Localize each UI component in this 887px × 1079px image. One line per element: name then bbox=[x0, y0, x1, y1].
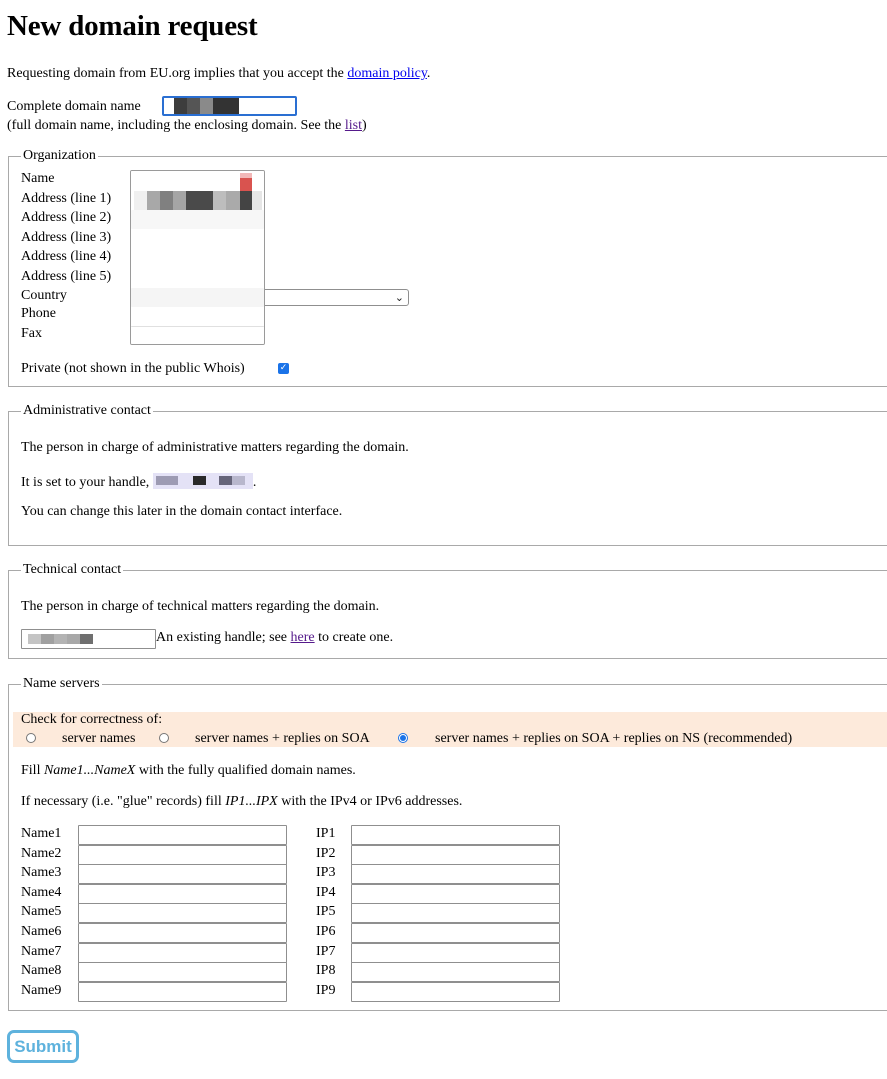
name-label: Name6 bbox=[21, 924, 62, 939]
name-label: Name2 bbox=[21, 845, 62, 861]
option-replies-soa-ns: server names + replies on SOA + replies on NS (recommended) bbox=[435, 731, 793, 746]
org-label-address1: Address (line 1) bbox=[21, 191, 112, 206]
redacted-block bbox=[240, 191, 252, 210]
ip-label: IP4 bbox=[316, 884, 336, 900]
chevron-down-icon: ⌄ bbox=[394, 291, 404, 304]
tech-description: The person in charge of technical matters regarding the domain. bbox=[21, 599, 380, 614]
ip-input[interactable] bbox=[351, 943, 560, 963]
org-country-value[interactable] bbox=[131, 288, 264, 307]
admin-handle-prefix: It is set to your handle, bbox=[21, 475, 153, 490]
admin-handle-text bbox=[21, 473, 256, 491]
redacted-block bbox=[232, 476, 245, 485]
org-label-country: Country bbox=[21, 288, 67, 303]
name-label: Name3 bbox=[21, 865, 62, 881]
org-name-input[interactable] bbox=[131, 171, 264, 191]
redacted-block bbox=[41, 634, 54, 644]
ip-label: IP9 bbox=[316, 982, 336, 998]
redacted-block bbox=[219, 476, 232, 485]
ip-input[interactable] bbox=[351, 962, 560, 982]
domain-hint-prefix: (full domain name, including the enclosing domain. See the bbox=[7, 118, 345, 133]
name-label: Name9 bbox=[21, 982, 62, 998]
redacted-block bbox=[213, 98, 239, 114]
redacted-block bbox=[156, 476, 178, 485]
radio-server-names[interactable] bbox=[26, 733, 36, 743]
redacted-block bbox=[213, 191, 226, 210]
ip-input[interactable] bbox=[351, 825, 560, 845]
option-replies-soa: server names + replies on SOA bbox=[195, 731, 370, 746]
redacted-block bbox=[186, 191, 213, 210]
name-input[interactable] bbox=[78, 825, 287, 845]
name-input[interactable] bbox=[78, 864, 287, 884]
country-select[interactable] bbox=[262, 289, 409, 306]
name-input[interactable] bbox=[78, 884, 287, 904]
tech-note-prefix: An existing handle; see bbox=[156, 630, 291, 645]
org-address4-input[interactable] bbox=[131, 249, 264, 269]
admin-change-note: You can change this later in the domain contact interface. bbox=[21, 504, 343, 519]
name-input[interactable] bbox=[78, 903, 287, 923]
fill-em: Name1...NameX bbox=[43, 763, 136, 778]
fill-prefix: Fill bbox=[21, 763, 44, 778]
name-input[interactable] bbox=[78, 943, 287, 963]
intro-text bbox=[7, 66, 430, 82]
org-label-address4: Address (line 4) bbox=[21, 249, 112, 264]
name-label: Name5 bbox=[21, 904, 62, 920]
org-label-fax: Fax bbox=[21, 326, 42, 341]
org-address5-input[interactable] bbox=[131, 269, 264, 288]
redacted-block bbox=[173, 191, 186, 210]
admin-contact-legend: Administrative contact bbox=[23, 403, 151, 418]
redacted-block bbox=[200, 98, 213, 114]
domain-hint-suffix: ) bbox=[362, 118, 367, 133]
ip-label: IP2 bbox=[316, 845, 336, 861]
tech-note-suffix: to create one. bbox=[314, 630, 394, 645]
org-label-address2: Address (line 2) bbox=[21, 210, 112, 225]
ip-label: IP6 bbox=[316, 924, 336, 939]
name-input[interactable] bbox=[78, 962, 287, 982]
submit-button[interactable]: Submit bbox=[7, 1030, 79, 1063]
page-title: New domain request bbox=[7, 10, 258, 42]
ip-label: IP7 bbox=[316, 943, 336, 959]
tech-handle-note bbox=[156, 630, 393, 646]
ip-label: IP5 bbox=[316, 904, 336, 920]
fill-suffix: with the fully qualified domain names. bbox=[135, 763, 356, 778]
redacted-block bbox=[240, 178, 252, 191]
admin-handle-suffix: . bbox=[252, 475, 257, 490]
glue-suffix: with the IPv4 or IPv6 addresses. bbox=[277, 794, 463, 809]
admin-handle-value bbox=[153, 473, 253, 489]
name-input[interactable] bbox=[78, 982, 287, 1002]
domain-policy-link[interactable]: domain policy bbox=[347, 66, 427, 81]
redacted-block bbox=[80, 634, 93, 644]
admin-description: The person in charge of administrative matters regarding the domain. bbox=[21, 440, 409, 455]
ip-label: IP8 bbox=[316, 963, 336, 979]
option-server-names: server names bbox=[62, 731, 136, 746]
org-fax-input[interactable] bbox=[131, 326, 264, 344]
ip-input[interactable] bbox=[351, 923, 560, 943]
tech-contact-legend: Technical contact bbox=[23, 562, 122, 577]
org-label-address3: Address (line 3) bbox=[21, 230, 112, 245]
ip-label: IP3 bbox=[316, 865, 336, 881]
ip-label: IP1 bbox=[316, 826, 336, 841]
intro-suffix: . bbox=[426, 66, 431, 81]
radio-replies-soa-ns[interactable] bbox=[398, 733, 408, 743]
ip-input[interactable] bbox=[351, 845, 560, 865]
name-label: Name7 bbox=[21, 943, 62, 959]
org-label-phone: Phone bbox=[21, 306, 56, 321]
ip-input[interactable] bbox=[351, 884, 560, 904]
glue-note bbox=[21, 794, 462, 810]
name-label: Name8 bbox=[21, 963, 62, 979]
ip-input[interactable] bbox=[351, 982, 560, 1002]
org-address2-input[interactable] bbox=[131, 210, 264, 229]
tech-handle-input[interactable] bbox=[21, 629, 156, 649]
name-input[interactable] bbox=[78, 845, 287, 865]
domain-name-hint bbox=[7, 118, 367, 134]
org-label-address5: Address (line 5) bbox=[21, 269, 112, 284]
private-checkbox[interactable]: ✓ bbox=[279, 363, 288, 373]
check-label: Check for correctness of: bbox=[21, 712, 163, 727]
org-label-name: Name bbox=[21, 171, 55, 186]
organization-legend: Organization bbox=[23, 148, 96, 163]
org-phone-input[interactable] bbox=[131, 307, 264, 326]
redacted-block bbox=[147, 191, 160, 210]
org-address1-input[interactable] bbox=[131, 191, 264, 210]
redacted-block bbox=[174, 98, 187, 114]
redacted-block bbox=[226, 191, 240, 210]
ip-input[interactable] bbox=[351, 864, 560, 884]
redacted-block bbox=[252, 191, 262, 210]
redacted-block bbox=[67, 634, 80, 644]
redacted-block bbox=[187, 98, 200, 114]
ip-input[interactable] bbox=[351, 903, 560, 923]
fill-names-note bbox=[21, 763, 356, 779]
domain-name-label: Complete domain name bbox=[7, 99, 141, 114]
organization-fields-group bbox=[130, 170, 265, 345]
nameservers-legend: Name servers bbox=[23, 676, 100, 691]
glue-prefix: If necessary (i.e. "glue" records) fill bbox=[21, 794, 226, 809]
redacted-block bbox=[28, 634, 41, 644]
redacted-block bbox=[134, 191, 147, 210]
name-label: Name4 bbox=[21, 884, 62, 900]
radio-replies-soa[interactable] bbox=[159, 733, 169, 743]
org-address3-input[interactable] bbox=[131, 229, 264, 249]
glue-em: IP1...IPX bbox=[225, 794, 278, 809]
domain-name-input[interactable] bbox=[162, 96, 297, 116]
name-label: Name1 bbox=[21, 826, 62, 841]
redacted-block bbox=[193, 476, 206, 485]
redacted-block bbox=[160, 191, 173, 210]
domain-list-link[interactable]: list bbox=[344, 118, 362, 133]
name-input[interactable] bbox=[78, 923, 287, 943]
redacted-block bbox=[54, 634, 67, 644]
private-label: Private (not shown in the public Whois) bbox=[21, 361, 245, 376]
create-handle-link[interactable]: here bbox=[290, 630, 315, 645]
intro-prefix: Requesting domain from EU.org implies that you accept the bbox=[7, 66, 348, 81]
